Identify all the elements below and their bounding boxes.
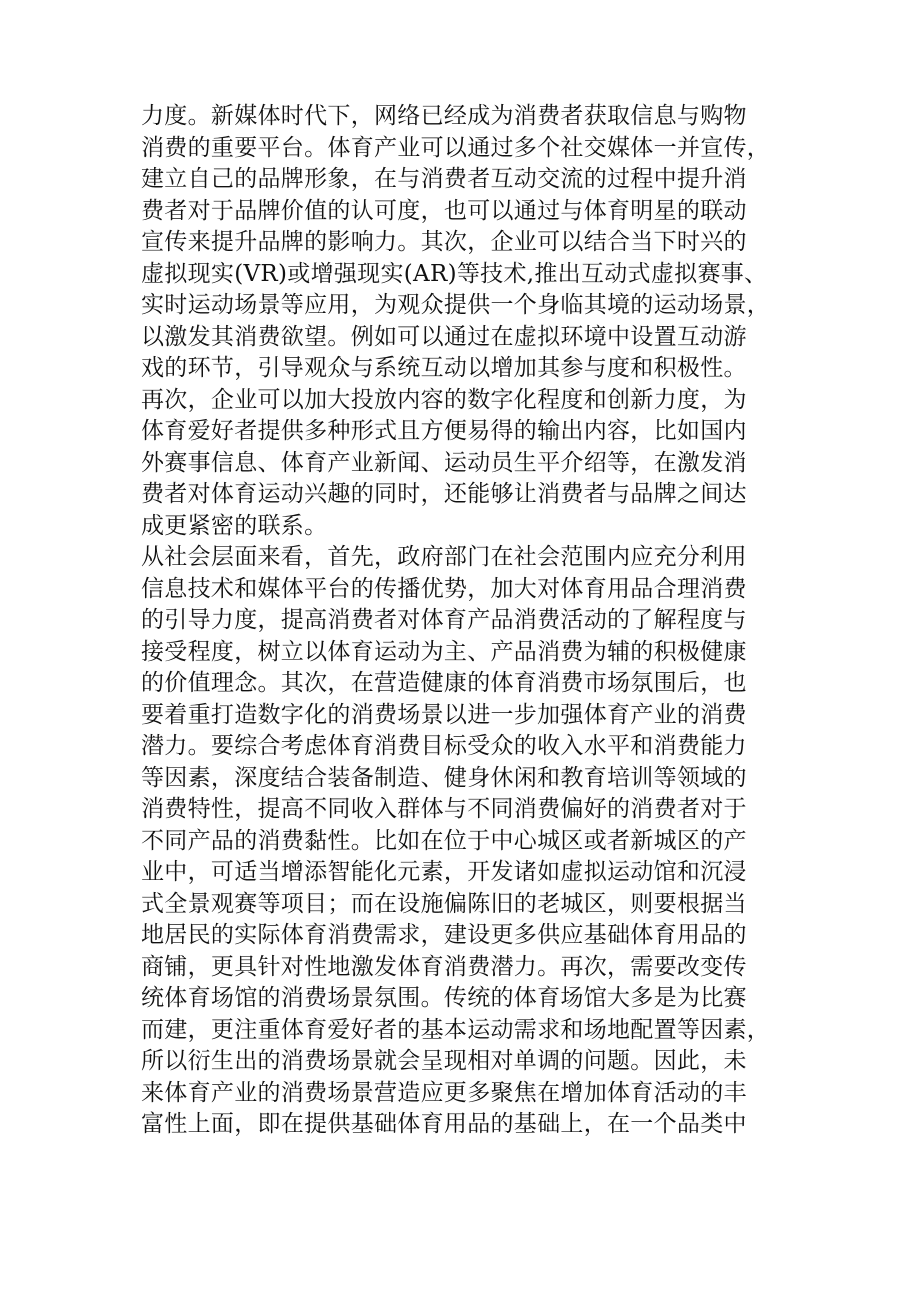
text-line: 而建，更注重体育爱好者的基本运动需求和场地配置等因素， bbox=[141, 1016, 771, 1043]
text-line: 不同产品的消费黏性。比如在位于中心城区或者新城区的产 bbox=[141, 827, 747, 854]
text-line: 费者对体育运动兴趣的同时，还能够让消费者与品牌之间达 bbox=[141, 481, 747, 507]
text-line: 要着重打造数字化的消费场景以进一步加强体育产业的消费 bbox=[141, 701, 747, 728]
text-line: 等因素，深度结合装备制造、健身休闲和教育培训等领域的 bbox=[141, 764, 747, 791]
text-line: 外赛事信息、体育产业新闻、运动员生平介绍等，在激发消 bbox=[141, 449, 747, 476]
text-line: 信息技术和媒体平台的传播优势，加大对体育用品合理消费 bbox=[141, 575, 747, 602]
text-line: 地居民的实际体育消费需求，建设更多供应基础体育用品的 bbox=[141, 922, 747, 948]
text-line: 费者对于品牌价值的认可度，也可以通过与体育明星的联动 bbox=[141, 197, 747, 224]
body-text bbox=[141, 101, 801, 1141]
text-line: 的价值理念。其次，在营造健康的体育消费市场氛围后，也 bbox=[141, 670, 747, 696]
text-line: 来体育产业的消费场景营造应更多聚焦在增加体育活动的丰 bbox=[141, 1079, 747, 1106]
text-line: 从社会层面来看，首先，政府部门在社会范围内应充分利用 bbox=[141, 544, 747, 570]
text-line: 所以衍生出的消费场景就会呈现相对单调的问题。因此，未 bbox=[141, 1048, 747, 1074]
text-line: 实时运动场景等应用，为观众提供一个身临其境的运动场景， bbox=[141, 292, 771, 318]
text-line: 戏的环节，引导观众与系统互动以增加其参与度和积极性。 bbox=[141, 355, 747, 381]
text-line: 接受程度，树立以体育运动为主、产品消费为辅的积极健康 bbox=[141, 638, 747, 665]
text-line: 潜力。要综合考虑体育消费目标受众的收入水平和消费能力 bbox=[141, 733, 747, 759]
text-line: 统体育场馆的消费场景氛围。传统的体育场馆大多是为比赛 bbox=[141, 985, 747, 1011]
text-line: 的引导力度，提高消费者对体育产品消费活动的了解程度与 bbox=[141, 607, 747, 633]
text-line: 力度。新媒体时代下，网络已经成为消费者获取信息与购物 bbox=[141, 103, 747, 129]
text-line: 宣传来提升品牌的影响力。其次，企业可以结合当下时兴的 bbox=[141, 229, 747, 255]
text-line: 再次，企业可以加大投放内容的数字化程度和创新力度，为 bbox=[141, 386, 747, 413]
text-line: 建立自己的品牌形象，在与消费者互动交流的过程中提升消 bbox=[141, 166, 747, 192]
text-line: 商铺，更具针对性地激发体育消费潜力。再次，需要改变传 bbox=[141, 953, 747, 980]
text-line: 体育爱好者提供多种形式且方便易得的输出内容，比如国内 bbox=[141, 418, 747, 444]
text-line: 业中，可适当增添智能化元素，开发诸如虚拟运动馆和沉浸 bbox=[141, 859, 747, 885]
text-line: 以激发其消费欲望。例如可以通过在虚拟环境中设置互动游 bbox=[141, 323, 747, 350]
text-line: 成更紧密的联系。 bbox=[141, 512, 328, 539]
text-line: 消费的重要平台。体育产业可以通过多个社交媒体一并宣传， bbox=[141, 134, 771, 161]
text-line: 富性上面，即在提供基础体育用品的基础上，在一个品类中 bbox=[141, 1111, 747, 1137]
text-line: 式全景观赛等项目；而在设施偏陈旧的老城区，则要根据当 bbox=[141, 890, 747, 917]
text-line: 消费特性，提高不同收入群体与不同消费偏好的消费者对于 bbox=[141, 796, 747, 822]
text-line: 虚拟现实(VR)或增强现实(AR)等技术,推出互动式虚拟赛事、 bbox=[141, 260, 768, 287]
